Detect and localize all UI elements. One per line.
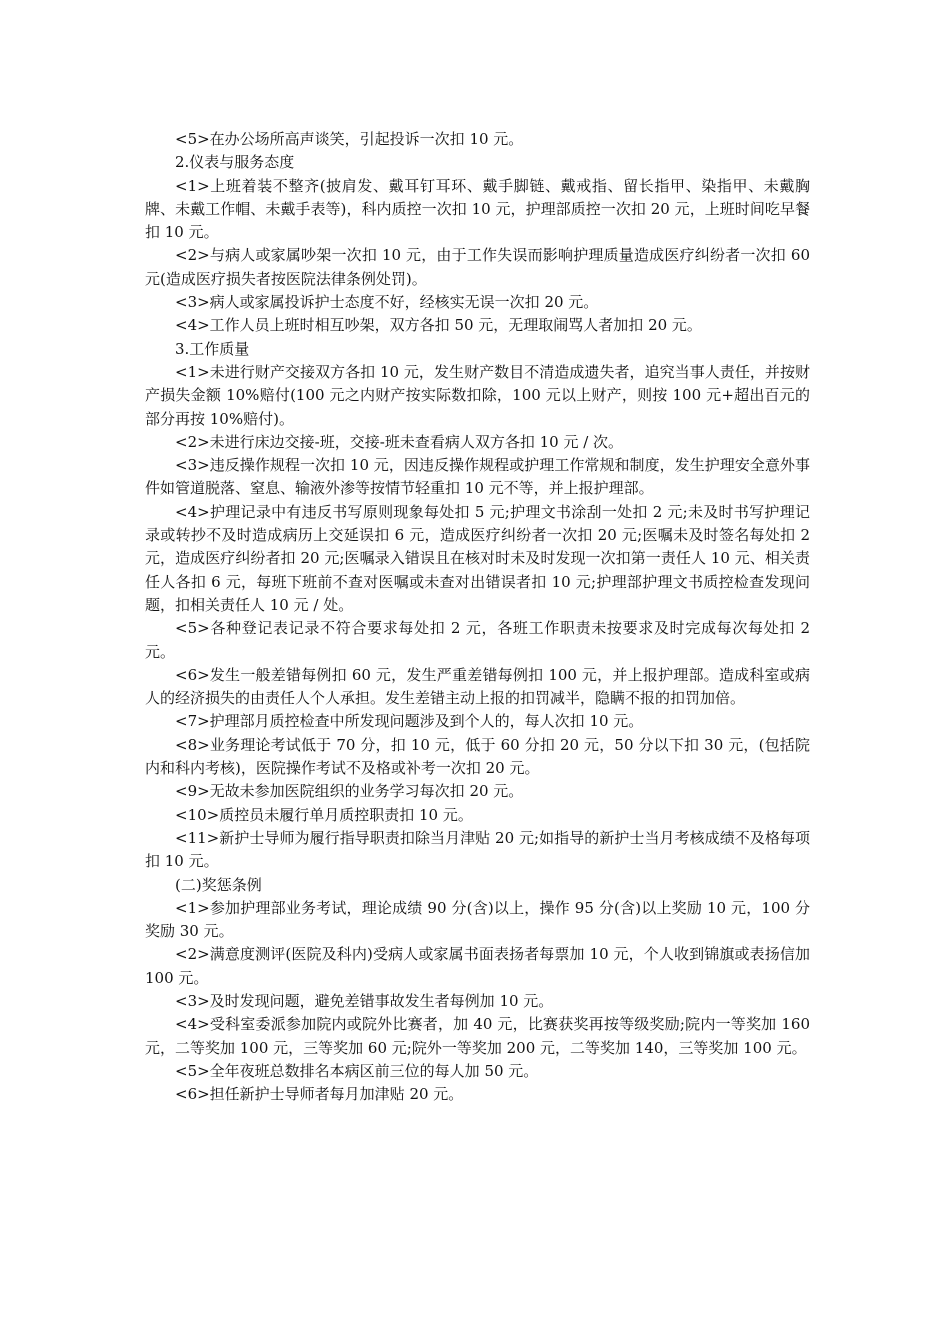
paragraph-appearance-4-staff-quarrel: <4>工作人员上班时相互吵架，双方各扣 50 元，无理取闹骂人者加扣 20 元。 bbox=[175, 316, 702, 335]
paragraph-quality-2-handover: <2>未进行床边交接-班，交接-班未查看病人双方各扣 10 元 / 次。 bbox=[175, 432, 624, 451]
paragraph-quality-10-qc-duty: <10>质控员未履行单月质控职责扣 10 元。 bbox=[175, 805, 473, 824]
paragraph-reward-3-error-prevention: <3>及时发现问题，避免差错事故发生者每例加 10 元。 bbox=[175, 991, 554, 1010]
paragraph-appearance-1-dress: <1>上班着装不整齐(披肩发、戴耳钉耳环、戴手脚链、戴戒指、留长指甲、染指甲、未戴胸牌、未戴工作帽、未戴手表等)，科内质控一次扣 10 元，护理部质控一次扣 20 元，上班时间吃早餐扣 10 元。 bbox=[145, 176, 810, 242]
paragraph-quality-7-monthly-check: <7>护理部月质控检查中所发现问题涉及到个人的，每人次扣 10 元。 bbox=[175, 712, 644, 731]
paragraph-quality-4-records: <4>护理记录中有违反书写原则现象每处扣 5 元;护理文书涂刮一处扣 2 元;未及时书写护理记录或转抄不及时造成病历上交延误扣 6 元，造成医疗纠纷者一次扣 20 元;医嘱未及时签名每处扣 2 元，造成医疗纠纷者扣 20 元;医嘱录入错误且在核对时未及时发现一次扣第一责任人 10 元、相关责任人各扣 6 元，每班下班前不查对医嘱或未查对出错误者扣 10 元;护理部护理文书质控检查发现问题，扣相关责任人 10 元 / 处。 bbox=[145, 502, 810, 614]
paragraph-appearance-2-quarrel: <2>与病人或家属吵架一次扣 10 元，由于工作失误而影响护理质量造成医疗纠纷者一次扣 60 元(造成医疗损失者按医院法律条例处罚)。 bbox=[145, 246, 810, 288]
paragraph-reward-1-exam: <1>参加护理部业务考试，理论成绩 90 分(含)以上，操作 95 分(含)以上奖励 10 元，100 分奖励 30 元。 bbox=[145, 898, 810, 941]
paragraph-reward-5-night-shift: <5>全年夜班总数排名本病区前三位的每人加 50 元。 bbox=[175, 1061, 539, 1080]
paragraph-reward-6-mentor-allowance: <6>担任新护士导师者每月加津贴 20 元。 bbox=[175, 1085, 464, 1104]
paragraph-reward-4-competition: <4>受科室委派参加院内或院外比赛者，加 40 元，比赛获奖再按等级奖励;院内一等奖加 160 元，二等奖加 100 元，三等奖加 60 元;院外一等奖加 200 元，二等奖加 140，三等奖加 100 元。 bbox=[145, 1015, 810, 1057]
section-heading-work-quality: 3.工作质量 bbox=[175, 339, 250, 358]
section-heading-rewards-penalties: (二)奖惩条例 bbox=[175, 875, 262, 894]
paragraph-quality-6-errors: <6>发生一般差错每例扣 60 元，发生严重差错每例扣 100 元，并上报护理部。造成科室或病人的经济损失的由责任人个人承担。发生差错主动上报的扣罚减半，隐瞒不报的扣罚加倍。 bbox=[145, 665, 810, 708]
paragraph-quality-1-property: <1>未进行财产交接双方各扣 10 元，发生财产数目不清造成遗失者，追究当事人责任，并按财产损失金额 10%赔付(100 元之内财产按实际数扣除，100 元以上财产，则按 100 元+超出百元的部分再按 10%赔付)。 bbox=[145, 362, 810, 428]
paragraph-reward-2-satisfaction: <2>满意度测评(医院及科内)受病人或家属书面表扬者每票加 10 元，个人收到锦旗或表扬信加 100 元。 bbox=[145, 945, 810, 987]
paragraph-deduction-5-loud-talking: <5>在办公场所高声谈笑，引起投诉一次扣 10 元。 bbox=[175, 130, 524, 148]
paragraph-quality-9-study: <9>无故未参加医院组织的业务学习每次扣 20 元。 bbox=[175, 782, 524, 801]
paragraph-quality-5-registration: <5>各种登记表记录不符合要求每处扣 2 元，各班工作职责未按要求及时完成每次每处扣 2 元。 bbox=[145, 619, 810, 661]
paragraph-quality-11-mentor: <11>新护士导师为履行指导职责扣除当月津贴 20 元;如指导的新护士当月考核成绩不及格每项扣 10 元。 bbox=[145, 828, 810, 871]
document-body bbox=[145, 128, 810, 1106]
paragraph-quality-8-exams: <8>业务理论考试低于 70 分，扣 10 元，低于 60 分扣 20 元，50 分以下扣 30 元，(包括院内和科内考核)，医院操作考试不及格或补考一次扣 20 元。 bbox=[145, 735, 810, 778]
section-heading-appearance-service: 2.仪表与服务态度 bbox=[175, 153, 295, 172]
paragraph-appearance-3-complaint: <3>病人或家属投诉护士态度不好，经核实无误一次扣 20 元。 bbox=[175, 293, 599, 312]
paragraph-quality-3-procedures: <3>违反操作规程一次扣 10 元，因违反操作规程或护理工作常规和制度，发生护理安全意外事件如管道脱落、窒息、输液外渗等按情节轻重扣 10 元不等，并上报护理部。 bbox=[145, 456, 810, 498]
